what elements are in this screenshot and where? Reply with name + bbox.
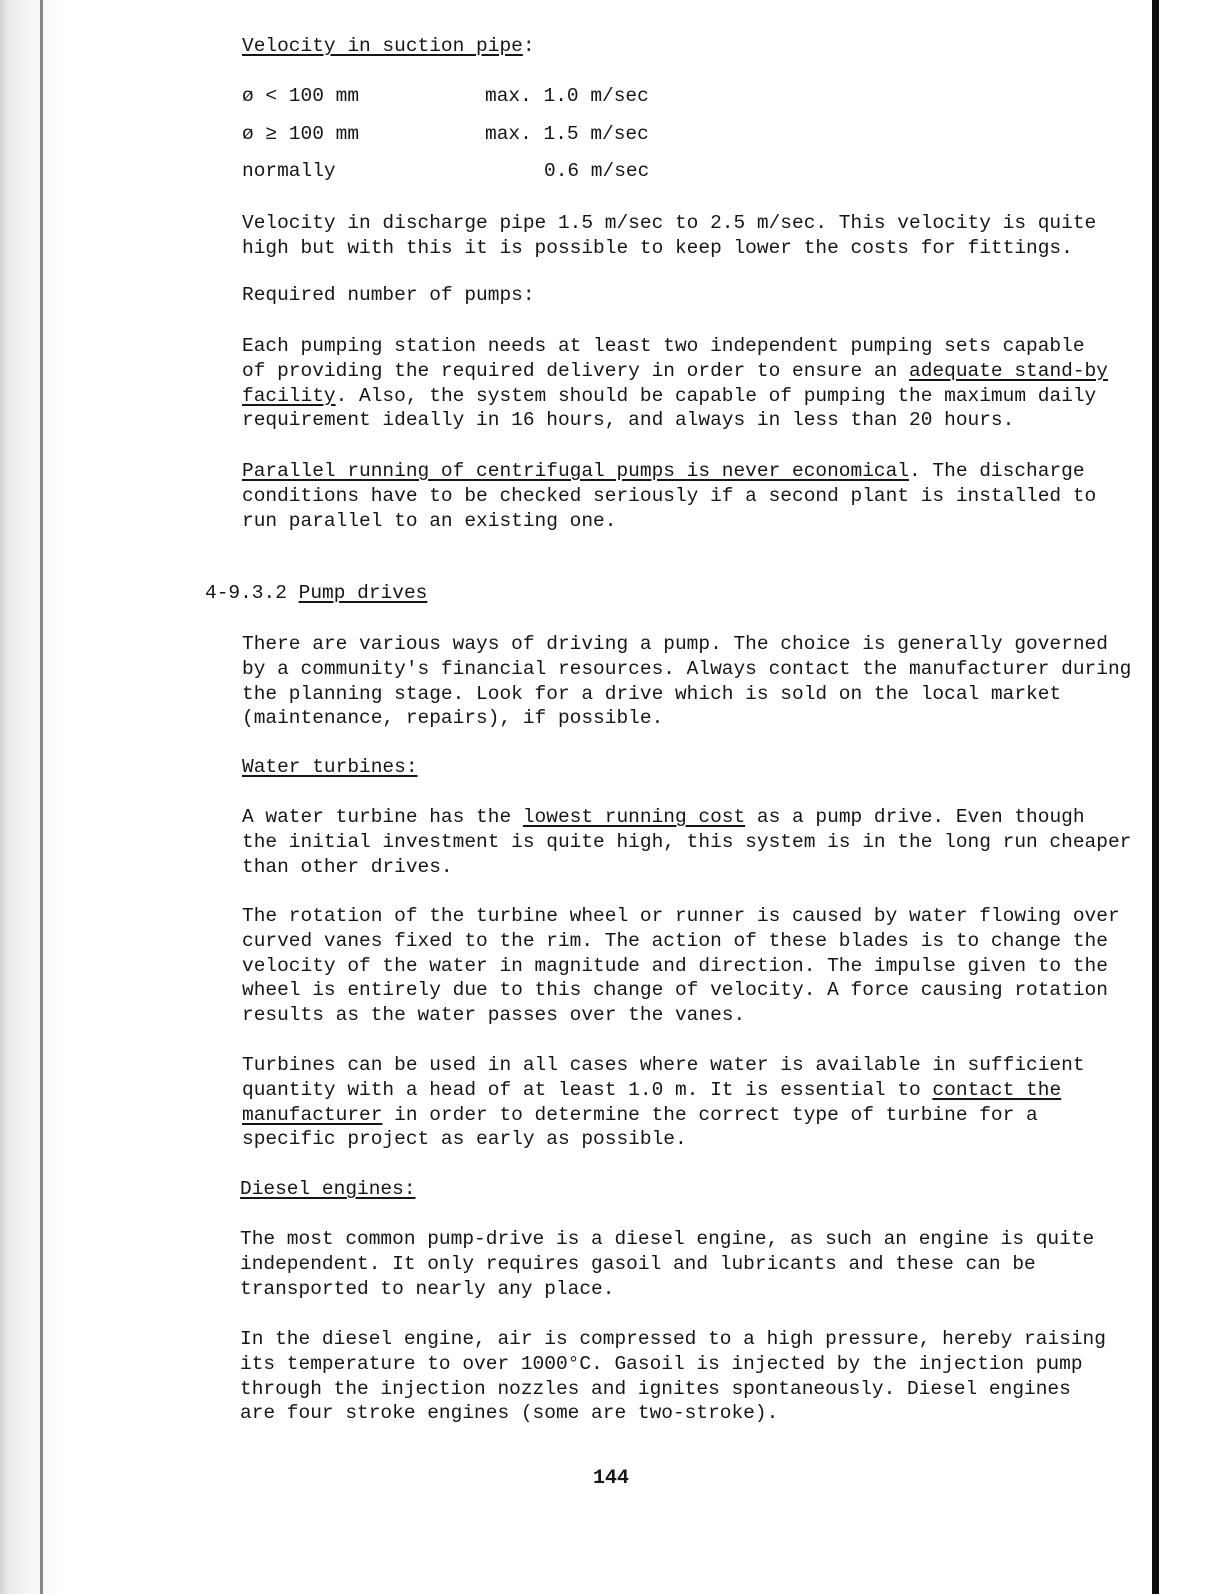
parallel-paragraph: Parallel running of centrifugal pumps is never economical. The discharge conditions have to be checked seriously if a second plant is installed to run parallel to an existing one. [242,460,1097,532]
suction-heading: Velocity in suction pipe: [242,35,535,57]
section-heading: 4-9.3.2 Pump drives [205,582,428,604]
water-turbines-heading: Water turbines: [242,756,418,778]
discharge-paragraph: Velocity in discharge pipe 1.5 m/sec to 2.5 m/sec. This velocity is quite high but with this it is possible to keep lower the costs for fittings. [242,212,1097,259]
diesel-paragraph-2: In the diesel engine, air is compressed to a high pressure, hereby raising its temperature to over 1000°C. Gasoil is injected by the injection pump through the injection nozzles and ignites spontaneously. Diesel engines are four stroke engines (some are two-stroke). [240,1328,1106,1425]
scan-right-border [1152,0,1159,1594]
suction-row-3-label: normally [242,160,336,182]
drives-paragraph: There are various ways of driving a pump. The choice is generally governed by a community's financial resources. Always contact the manufacturer during the planning stage. Look for a drive which is sold on the local market (maintenance, repairs), if possible. [242,633,1132,730]
diesel-heading: Diesel engines: [240,1178,416,1200]
suction-row-2-label: ø ≥ 100 mm [242,123,360,145]
scan-binding-line [40,0,43,1594]
pumps-heading: Required number of pumps: [242,284,535,306]
suction-row-3-value: 0.6 m/sec [544,160,650,182]
water-turbines-paragraph-1: A water turbine has the lowest running cost as a pump drive. Even though the initial investment is quite high, this system is in the long run cheaper than other drives. [242,806,1132,878]
water-turbines-paragraph-2: The rotation of the turbine wheel or runner is caused by water flowing over curved vanes fixed to the rim. The action of these blades is to change the velocity of the water in magnitude and direction. The impulse given to the wheel is entirely due to this change of velocity. A force causing rotation results as the water passes over the vanes. [242,905,1120,1027]
page-number: 144 [593,1467,630,1490]
water-turbines-paragraph-3: Turbines can be used in all cases where water is available in sufficient quantity with a head of at least 1.0 m. It is essential to contact the manufacturer in order to determine the correct type of turbine for a specific project as early as possible. [242,1054,1085,1151]
diesel-paragraph-1: The most common pump-drive is a diesel engine, as such an engine is quite independent. It only requires gasoil and lubricants and these can be transported to nearly any place. [240,1228,1095,1300]
suction-row-2-value: max. 1.5 m/sec [485,123,649,145]
scan-shadow-edge [0,0,62,1594]
pumps-paragraph: Each pumping station needs at least two independent pumping sets capable of providing the required delivery in order to ensure an adequate stand-by facility. Also, the system should be capable of pumping the maximum daily requirement ideally in 16 hours, and always in less than 20 hours. [242,335,1108,432]
suction-row-1-label: ø < 100 mm [242,85,360,107]
suction-row-1-value: max. 1.0 m/sec [485,85,649,107]
